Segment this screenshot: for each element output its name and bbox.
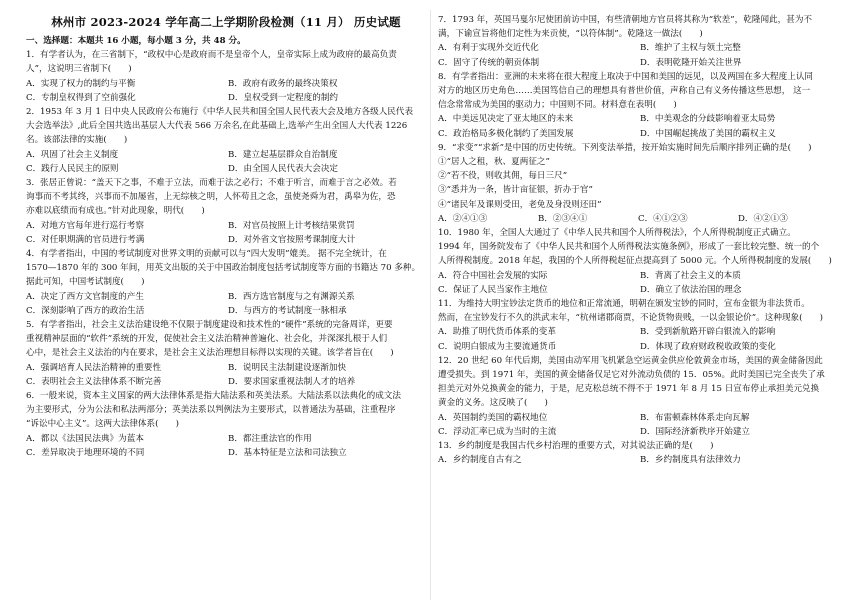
answer-option: A．乡约制度自古有之 — [438, 455, 522, 466]
answer-options — [438, 411, 838, 439]
question — [26, 105, 426, 176]
right-column — [438, 13, 838, 468]
question-text: ①“居人之租，秋、夏两征之” — [438, 157, 550, 168]
answer-options — [438, 453, 838, 467]
question-text: 9．“求变”“求新”是中国的历史传统。下列变法举措，按开始实施时间先后顺序排列正确的是( ) — [438, 142, 812, 153]
question-text: 11．为维持大明宝钞法定货币的地位和正常流通，明朝在颁发宝钞的同时，宣布金银为非法货币。 — [438, 299, 810, 310]
answer-options — [438, 269, 838, 297]
answer-options — [438, 41, 838, 69]
question-text: 询事而不考其终，兴事而不加屡省，上无综核之明，人怀苟且之念，虽使尧舜为君，禹皋为佐，恐 — [26, 192, 396, 203]
column-divider — [430, 10, 431, 600]
answer-option: B．说明民主法制建设逐渐加快 — [228, 362, 347, 373]
answer-option: B．中美观念的分歧影响着亚太局势 — [640, 114, 776, 125]
question — [26, 247, 426, 318]
question-text: ②“若不役，则收其佣，每日三尺” — [438, 171, 568, 182]
answer-option: C．固守了传统的朝贡体制 — [438, 57, 540, 68]
question-text: 1．有学者认为，在三省制下，“政权中心是政府而不是皇帝个人，皇帝实际上成为政府的最高负责 — [26, 50, 397, 61]
answer-option: D．皇权受到一定程度的制约 — [228, 92, 339, 103]
question-text: ④“诸民年及课则受田，老免及身没则还田” — [438, 199, 602, 210]
answer-option: D．中国崛起挑战了美国的霸权主义 — [640, 128, 776, 139]
answer-option: C．④①②③ — [638, 213, 688, 224]
question — [438, 13, 838, 70]
question-text: ③“悉并为一条，皆计亩征银，折办于官” — [438, 185, 593, 196]
answer-option: D．基本特征是立法和司法独立 — [228, 447, 347, 458]
question — [438, 354, 838, 439]
question-text: 2．1953 年 3 月 1 日中央人民政府公布施行《中华人民共和国全国人民代表大会及地方各级人民代表 — [26, 107, 414, 118]
question — [438, 439, 838, 467]
answer-option: D．体现了政府财政税收政策的变化 — [640, 341, 776, 352]
answer-option: B．②③④① — [538, 213, 588, 224]
question-text: 亦难以底绩而有成也。”针对此现象，明代( ) — [26, 206, 205, 217]
question — [438, 141, 838, 226]
exam-title: 林州市 2023-2024 学年高二上学期阶段检测（11 月） 历史试题 — [51, 15, 401, 29]
answer-option: B．都注重法官的作用 — [228, 433, 312, 444]
answer-option: D．确立了依法治国的理念 — [640, 284, 742, 295]
question-text: 1570—1870 年的 300 年间，用英文出版的关于中国政治制度包括考试制度等方面的书籍达 70 多种。 — [26, 263, 421, 274]
question — [438, 297, 838, 354]
answer-option: B．布雷顿森林体系走向瓦解 — [640, 412, 750, 423]
question-text: 黄金的义务。这反映了( ) — [438, 398, 548, 409]
question — [438, 70, 838, 141]
answer-option: B．对官员按照上计考核结果赏罚 — [228, 220, 355, 231]
answer-options — [26, 148, 426, 176]
question — [26, 389, 426, 460]
question-text: “诉讼中心主义”。这两大法律体系( ) — [26, 419, 179, 430]
answer-option: C．差异取决于地理环境的不同 — [26, 447, 145, 458]
answer-options — [26, 432, 426, 460]
answer-option: D．要求国家重视法制人才的培养 — [228, 376, 356, 387]
answer-option: A．巩固了社会主义制度 — [26, 149, 119, 160]
question-text: 满，下谕宣旨将他们定性为来贡使，“以符体制”。乾隆这一做法( ) — [438, 29, 703, 40]
left-column — [26, 34, 426, 460]
question-text: 大会选举法》,此后全国共选出基层人大代表 566 万余名,在此基础上,选举产生出全国人大代表 1226 — [26, 121, 408, 132]
answer-option: B．西方选官制度与之有渊源关系 — [228, 291, 355, 302]
question-text: 信念常常成为美国的驱动力；中国则不同。材料意在表明( ) — [438, 100, 677, 111]
question-text: 名。该部法律的实施( ) — [26, 135, 128, 146]
question-text: 13．乡约制度是我国古代乡村治理的重要方式，对其说法正确的是( ) — [438, 441, 714, 452]
question-text: 担美元对外兑换黄金的能力，于是，尼克松总统不得不于 1971 年 8 月 15 日宣布停止承担美元兑换 — [438, 384, 820, 395]
answer-option: A．决定了西方文官制度的产生 — [26, 291, 144, 302]
question — [26, 176, 426, 247]
answer-option: D．国际经济新秩序开始建立 — [640, 426, 751, 437]
answer-option: B．政府有政务的最终决策权 — [228, 78, 338, 89]
answer-option: C．专制皇权得到了空前强化 — [26, 92, 136, 103]
answer-options — [26, 219, 426, 247]
answer-option: C．浮动汇率已成为当时的主流 — [438, 426, 557, 437]
answer-option: B．维护了主权与领土完整 — [640, 43, 741, 54]
answer-option: A．都以《法国民法典》为蓝本 — [26, 433, 144, 444]
answer-options — [26, 361, 426, 389]
answer-option: B．背离了社会主义的本质 — [640, 270, 741, 281]
answer-option: D．与西方的考试制度一脉相承 — [228, 305, 347, 316]
answer-option: C．保证了人民当家作主地位 — [438, 284, 548, 295]
answer-option: D．表明乾隆开始关注世界 — [640, 57, 742, 68]
question-text: 8．有学者指出：亚洲的未来将在很大程度上取决于中国和美国的远见，以及两国在多大程度上认同 — [438, 71, 814, 82]
question-text: 重视精神层面的“软件”系统的开发，促使社会主义法治精神普遍化、社会化，并深深扎根于人们 — [26, 334, 388, 345]
question-text: 然而，在宝钞发行不久的洪武末年，“杭州诸郡商贾，不论货物贵贱，一以金银论价”。这种现象( ) — [438, 313, 824, 324]
question-text: 5．有学者指出，社会主义法治建设绝不仅限于制度建设和技术性的“硬件”系统的完备周详，更要 — [26, 320, 393, 331]
answer-option: D．④②①③ — [738, 213, 788, 224]
section-heading: 一、选择题：本题共 16 小题，每小题 3 分，共 48 分。 — [26, 36, 246, 46]
answer-options — [26, 290, 426, 318]
answer-option: A．助推了明代货币体系的变革 — [438, 327, 556, 338]
question-text: 7．1793 年，英国马戛尔尼使团前访中国，有些清朝地方官员将其称为“软差”，乾隆闻此，甚为不 — [438, 15, 813, 25]
question-text: 10．1980 年，全国人大通过了《中华人民共和国个人所得税法》，个人所得税制度正式确立。 — [438, 228, 796, 239]
answer-options — [438, 112, 838, 140]
question — [438, 226, 838, 297]
answer-options — [438, 325, 838, 353]
question-text: 4．有学者指出，中国的考试制度对世界文明的贡献可以与“四大发明”媲美。 据不完全统计，在 — [26, 249, 387, 260]
question — [26, 48, 426, 105]
answer-option: A．对地方官每年进行巡行考察 — [26, 220, 144, 231]
answer-option: C．对任职期满的官员进行考满 — [26, 234, 145, 245]
answer-option: D．对外省文官按照考课制度大计 — [228, 234, 356, 245]
answer-option: C．说明白银成为主要流通货币 — [438, 341, 557, 352]
answer-option: A．强调培育人民法治精神的重要性 — [26, 362, 162, 373]
answer-option: B．建立起基层群众自治制度 — [228, 149, 338, 160]
answer-option: B．乡约制度具有法律效力 — [640, 455, 741, 466]
answer-options — [26, 77, 426, 105]
answer-option: A．有利于实现外交近代化 — [438, 43, 539, 54]
answer-option: A．符合中国社会发展的实际 — [438, 270, 548, 281]
question-text: 为主要形式，分为公法和私法两部分；英美法系以判例法为主要形式，以普通法为基础，注重程序 — [26, 405, 396, 416]
answer-options — [438, 212, 838, 226]
question-text: 人”，这说明三省制下( ) — [26, 64, 132, 75]
question-text: 人所得税制度。2018 年起，我国的个人所得税起征点提高到了 5000 元。个人所得税制度的发展( ) — [438, 256, 832, 267]
answer-option: C．表明社会主义法律体系不断完善 — [26, 376, 162, 387]
question-text: 对方的地区历史角色……美国笃信自己的理想具有普世价值，声称自己有义务传播这些思想， 这一 — [438, 86, 811, 97]
answer-option: A．英国制约美国的霸权地位 — [438, 412, 548, 423]
answer-option: A．②④①③ — [438, 213, 488, 224]
question-text: 1994 年，国务院发布了《中华人民共和国个人所得税法实施条例》，形成了一套比较完整、统一的个 — [438, 242, 820, 253]
answer-option: C．政治格局多极化制约了美国发展 — [438, 128, 574, 139]
question-text: 据此可知，中国考试制度( ) — [26, 277, 145, 288]
question-text: 6．一般来说，资本主义国家的两大法律体系是指大陆法系和英美法系。大陆法系以法典化的成文法 — [26, 391, 402, 402]
question-text: 12．20 世纪 60 年代后期，美国由动军用飞机紧急空运黄金供应伦敦黄金市场，美国的黄金储备因此 — [438, 355, 823, 366]
answer-option: C．践行人民民主的原则 — [26, 163, 119, 174]
question-text: 3．张居正曾说：“盖天下之事，不难于立法，而难于法之必行；不难于听言，而难于言之必效。若 — [26, 178, 397, 189]
answer-option: A．中美远见决定了亚太地区的未来 — [438, 114, 574, 125]
question-text: 遭受损失。到 1971 年，美国的黄金储备仅足它对外流动负债的 15．05%。此时美国已完全丧失了承 — [438, 370, 825, 381]
answer-option: C．深刻影响了西方的政治生活 — [26, 305, 145, 316]
answer-option: A．实现了权力的制约与平衡 — [26, 78, 136, 89]
answer-option: B．受到新航路开辟白银流入的影响 — [640, 327, 776, 338]
answer-option: D．由全国人民代表大会决定 — [228, 163, 339, 174]
question-text: 心中，是社会主义法治的内在要求，是社会主义法治理想目标得以实现的关键。该学者旨在( ) — [26, 348, 394, 359]
question — [26, 318, 426, 389]
